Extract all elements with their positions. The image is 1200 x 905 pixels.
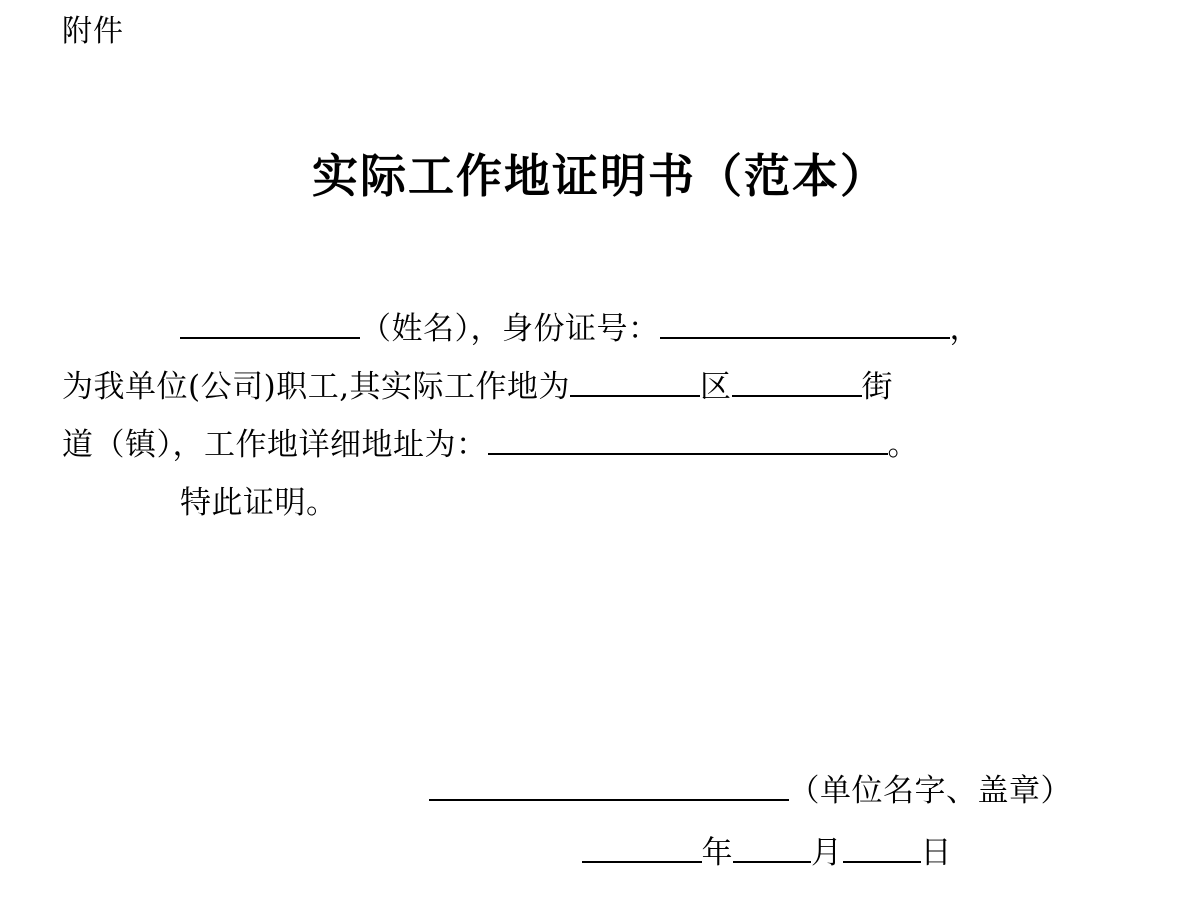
attachment-label: 附件: [62, 14, 124, 49]
unit-seal-label: （单位名字、盖章）: [788, 773, 1072, 809]
body-line-2: [62, 358, 1072, 416]
body-line-2-mid: 区: [700, 369, 732, 405]
signature-unit-line: [62, 760, 1072, 822]
body-line-3-start: 道（镇），工作地详细地址为：: [62, 427, 488, 463]
body-line-3-end: 。: [887, 427, 919, 463]
detailed-address-blank[interactable]: [488, 423, 888, 455]
body-line-1-text: （姓名），身份证号：: [360, 311, 660, 347]
certify-text: 特此证明。: [180, 485, 338, 521]
day-label: 日: [920, 835, 952, 871]
year-label: 年: [701, 835, 733, 871]
day-blank[interactable]: [843, 831, 921, 863]
year-blank[interactable]: [582, 831, 702, 863]
body-line-4: [62, 474, 1072, 532]
signature-date-line: [62, 822, 1072, 884]
body-line-3: [62, 416, 1072, 474]
body-line-1-end: ，: [949, 311, 981, 347]
id-number-blank[interactable]: [660, 307, 950, 339]
body-line-1: [62, 300, 1072, 358]
month-blank[interactable]: [733, 831, 811, 863]
page-title: 实际工作地证明书（范本）: [312, 149, 888, 203]
district-blank[interactable]: [570, 365, 700, 397]
body-line-2-start: 为我单位(公司)职工,其实际工作地为: [62, 369, 571, 405]
name-blank[interactable]: [180, 307, 360, 339]
unit-name-blank[interactable]: [429, 769, 789, 801]
document-body: [62, 300, 1072, 532]
signature-block: [62, 760, 1072, 884]
month-label: 月: [811, 835, 843, 871]
street-blank[interactable]: [732, 365, 862, 397]
body-line-2-end: 街: [861, 369, 894, 405]
